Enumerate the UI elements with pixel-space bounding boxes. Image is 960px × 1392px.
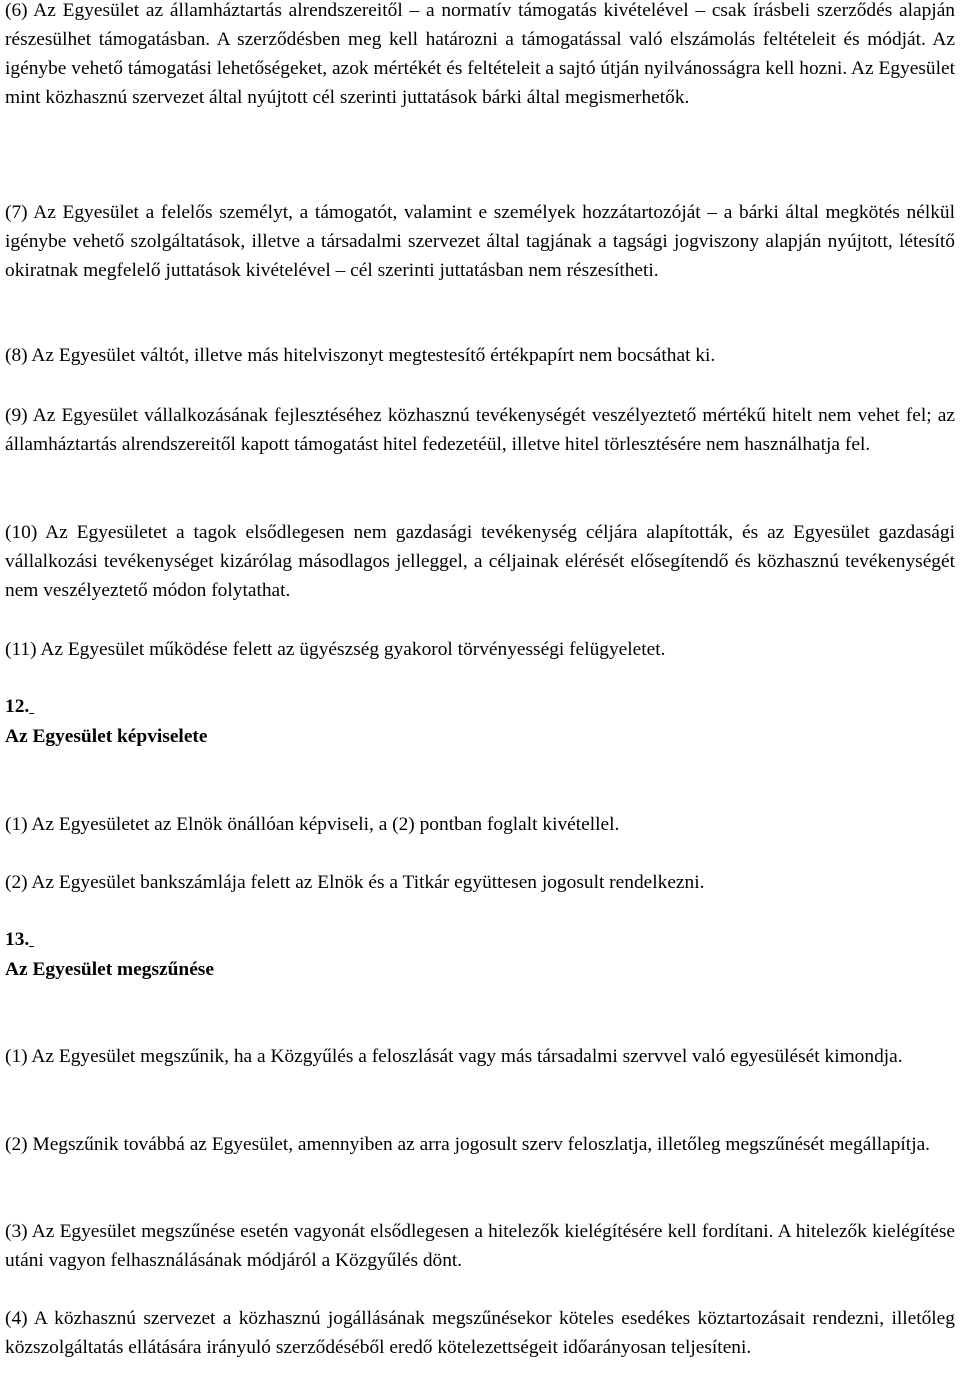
section-12-number	[5, 692, 34, 721]
section-13-paragraph-4: (4) A közhasznú szervezet a közhasznú jogállásának megszűnésekor köteles esedékes köztartozásait rendezni, illetőleg közszolgáltatás ellátására irányuló szerződéséből eredő kötelezettségeit időarányosan teljesíteni.	[5, 1308, 955, 1358]
paragraph-10: (10) Az Egyesületet a tagok elsődlegesen nem gazdasági tevékenység céljára alapították, és az Egyesület gazdasági vállalkozási tevékenységet kizárólag másodlagos jelleggel, a céljainak elérését elősegítendő és közhasznú tevékenységét nem veszélyeztető módon folytathat.	[5, 522, 955, 601]
paragraph-11: (11) Az Egyesület működése felett az ügyészség gyakorol törvényességi felügyeletet.	[5, 639, 666, 660]
section-13-paragraph-2: (2) Megszűnik továbbá az Egyesület, amennyiben az arra jogosult szerv feloszlatja, illetőleg megszűnését megállapítja.	[5, 1134, 931, 1155]
section-12-title: Az Egyesület képviselete	[5, 726, 208, 747]
paragraph-7: (7) Az Egyesület a felelős személyt, a támogatót, valamint e személyek hozzátartozóját – a bárki által megkötés nélkül igénybe vehető szolgáltatások, illetve a társadalmi szervezet által tagjának a tagsági jogviszony alapján nyújtott, létesítő okiratnak megfelelő juttatások kivételével – cél szerinti juttatásban nem részesítheti.	[5, 202, 955, 281]
section-13-title: Az Egyesület megszűnése	[5, 959, 214, 980]
paragraph-6: (6) Az Egyesület az államháztartás alrendszereitől – a normatív támogatás kivételével – csak írásbeli szerződés alapján részesülhet támogatásban. A szerződésben meg kell határozni a támogatással való elszámolás feltételeit és módját. Az igénybe vehető támogatási lehetőségeket, azok mértékét és feltételeit a sajtó útján nyilvánosságra kell hozni. Az Egyesület mint közhasznú szervezet által nyújtott cél szerinti juttatások bárki által megismerhetők.	[5, 0, 955, 108]
section-13-number-underline	[29, 929, 34, 950]
section-12-paragraph-2: (2) Az Egyesület bankszámlája felett az Elnök és a Titkár együttesen jogosult rendelkezni.	[5, 872, 705, 893]
section-12-number-text: 12.	[5, 696, 30, 717]
paragraph-8: (8) Az Egyesület váltót, illetve más hitelviszonyt megtestesítő értékpapírt nem bocsáthat ki.	[5, 345, 716, 366]
paragraph-9: (9) Az Egyesület vállalkozásának fejlesztéséhez közhasznú tevékenységét veszélyeztető mértékű hitelt nem vehet fel; az államháztartás alrendszereitől kapott támogatást hitel fedezetéül, illetve hitel törlesztésére nem használhatja fel.	[5, 405, 955, 455]
section-13-number	[5, 925, 34, 954]
section-13-paragraph-1: (1) Az Egyesület megszűnik, ha a Közgyűlés a feloszlását vagy más társadalmi szervvel való egyesülését kimondja.	[5, 1046, 903, 1067]
section-12-number-underline	[29, 696, 34, 717]
section-13-number-text: 13.	[5, 929, 30, 950]
section-12-paragraph-1: (1) Az Egyesületet az Elnök önállóan képviseli, a (2) pontban foglalt kivétellel.	[5, 814, 620, 835]
section-13-paragraph-3: (3) Az Egyesület megszűnése esetén vagyonát elsődlegesen a hitelezők kielégítésére kell fordítani. A hitelezők kielégítése utáni vagyon felhasználásának módjáról a Közgyűlés dönt.	[5, 1221, 955, 1271]
